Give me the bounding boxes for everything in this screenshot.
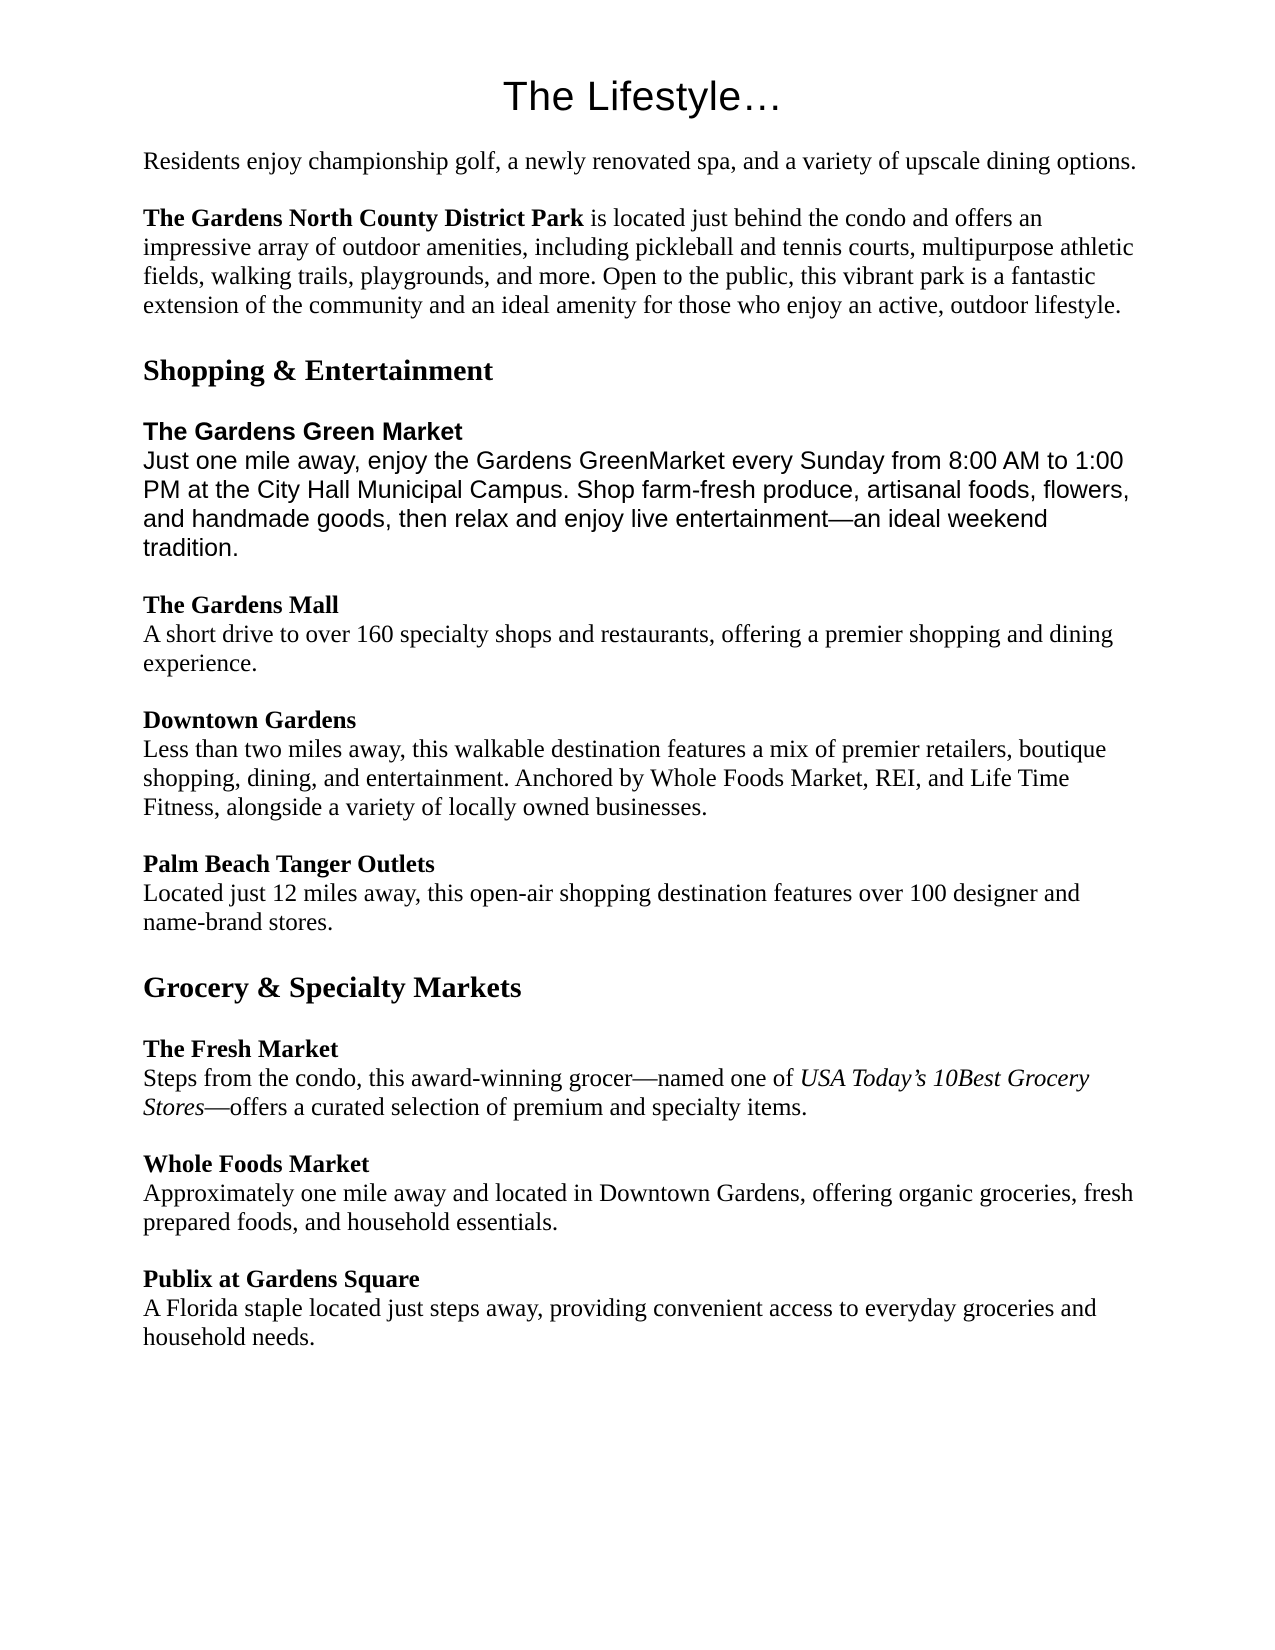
entry-body-palm-beach-tanger-outlets: Located just 12 miles away, this open-air shopping destination features over 100 designer and name-brand stores.: [143, 880, 1081, 936]
entry-body-whole-foods-market: Approximately one mile away and located in Downtown Gardens, offering organic groceries, fresh prepared foods, and household essentials.: [143, 1180, 1134, 1236]
fresh-market-italic-citation: USA Today’s 10Best Grocery Stores: [143, 1065, 1090, 1121]
entry-name-fresh-market: The Fresh Market: [143, 1036, 339, 1063]
entry-name-palm-beach-tanger-outlets: Palm Beach Tanger Outlets: [143, 851, 435, 878]
entry-body-downtown-gardens: Less than two miles away, this walkable destination features a mix of premier retailers, boutique shopping, dining, and entertainment. Anchored by Whole Foods Market, REI, and Life Time Fitness, alongside a variety of locally owned businesses.: [143, 736, 1107, 821]
entry-name-downtown-gardens: Downtown Gardens: [143, 707, 357, 734]
page-title: The Lifestyle…: [502, 73, 784, 119]
entry-gardens-green-market: [143, 418, 1143, 563]
section-heading-grocery-specialty-markets: Grocery & Specialty Markets: [143, 971, 522, 1004]
entry-whole-foods-market: [143, 1150, 1143, 1237]
park-paragraph: [143, 204, 1143, 320]
entry-name-whole-foods-market: Whole Foods Market: [143, 1151, 370, 1178]
entry-gardens-mall: [143, 591, 1143, 678]
entry-name-gardens-mall: The Gardens Mall: [143, 592, 339, 619]
section-heading-shopping-entertainment: Shopping & Entertainment: [143, 354, 494, 387]
entry-name-gardens-green-market: The Gardens Green Market: [143, 418, 463, 446]
entry-body-publix-gardens-square: A Florida staple located just steps away, providing convenient access to everyday groceries and household needs.: [143, 1295, 1097, 1351]
entry-publix-gardens-square: [143, 1265, 1143, 1352]
entry-body-gardens-green-market: Just one mile away, enjoy the Gardens GreenMarket every Sunday from 8:00 AM to 1:00 PM at the City Hall Municipal Campus. Shop farm-fresh produce, artisanal foods, flowers, and handmade goods, then relax and enjoy live entertainment—an ideal weekend tradition.: [143, 447, 1130, 562]
entry-body-gardens-mall: A short drive to over 160 specialty shops and restaurants, offering a premier shopping and dining experience.: [143, 621, 1114, 677]
entry-downtown-gardens: [143, 706, 1143, 822]
entry-palm-beach-tanger-outlets: [143, 850, 1143, 937]
entry-name-publix-gardens-square: Publix at Gardens Square: [143, 1266, 420, 1293]
park-paragraph-bold-lead: The Gardens North County District Park: [143, 205, 584, 232]
entry-body-fresh-market: [143, 1064, 1143, 1122]
park-paragraph-text: is located just behind the condo and offers an impressive array of outdoor amenities, including pickleball and tennis courts, multipurpose athletic fields, walking trails, playgrounds, and more. Open to the public, this vibrant park is a fantastic extension of the community and an ideal amenity for those who enjoy an active, outdoor lifestyle.: [143, 205, 1134, 319]
fresh-market-text-before: Steps from the condo, this award-winning grocer—named one of: [143, 1065, 800, 1092]
intro-paragraph: Residents enjoy championship golf, a newly renovated spa, and a variety of upscale dining options.: [143, 148, 1137, 175]
entry-fresh-market: [143, 1035, 1143, 1122]
fresh-market-text-after: —offers a curated selection of premium and specialty items.: [204, 1094, 808, 1121]
